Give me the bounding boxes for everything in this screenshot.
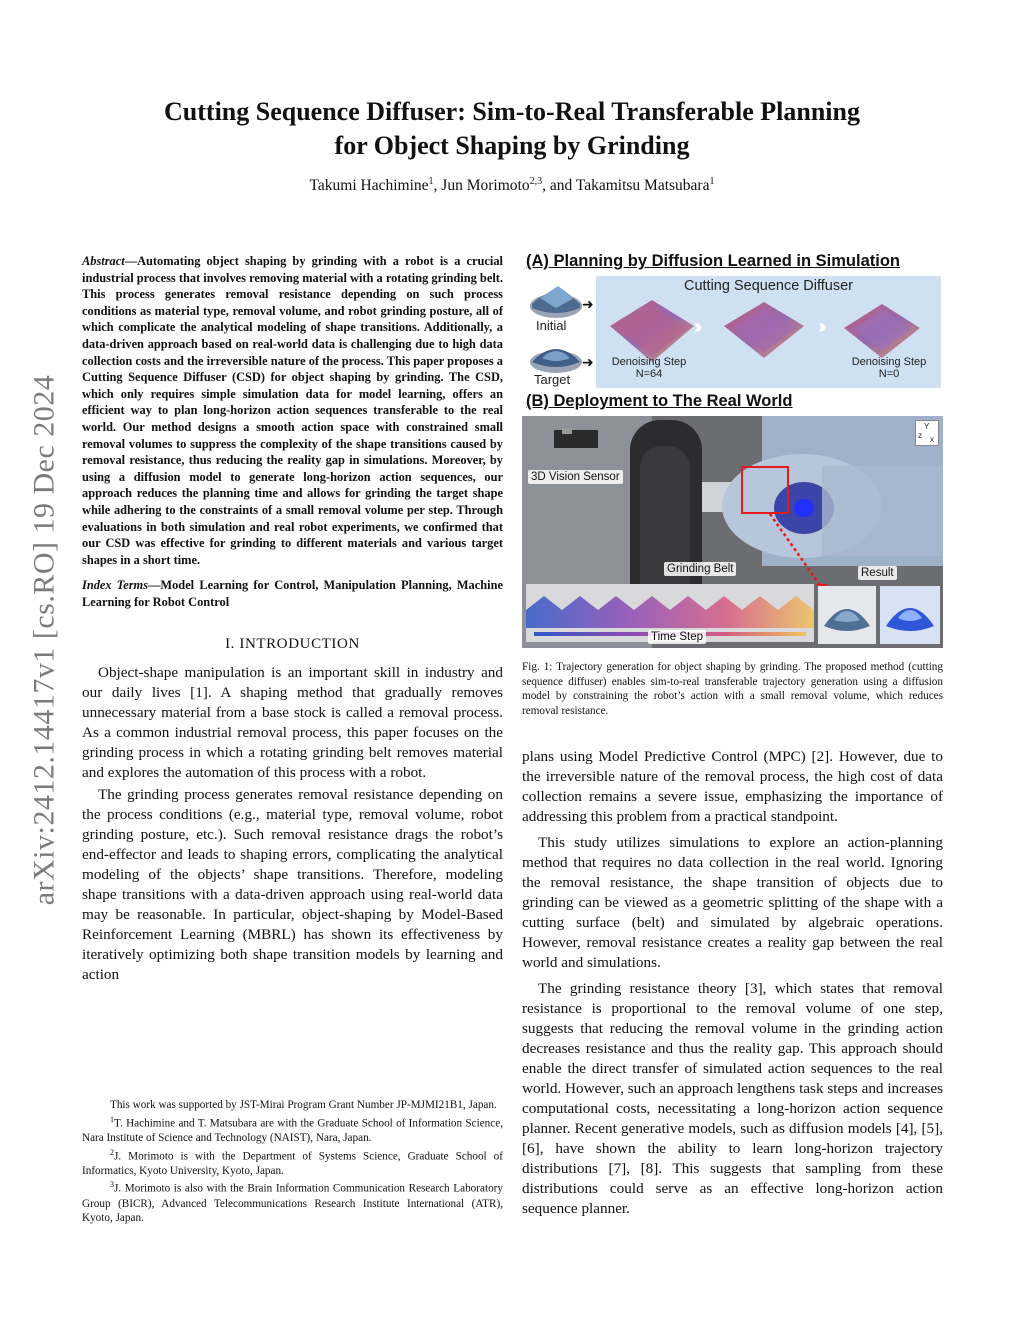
arxiv-identifier-text: arXiv:2412.14417v1 [cs.RO] 19 Dec 2024 — [27, 374, 60, 906]
figure-panel-b-title: (B) Deployment to The Real World — [526, 392, 793, 410]
target-shape-icon — [528, 338, 584, 374]
abstract-lead: Abstract — [82, 254, 125, 268]
footnote-1 — [82, 1113, 503, 1146]
figure-panel-a-title: (A) Planning by Diffusion Learned in Simulation — [526, 252, 901, 270]
right-column — [522, 747, 943, 1219]
left-column — [82, 253, 503, 985]
author-2: Jun Morimoto — [441, 177, 530, 195]
author-list: Takumi Hachimine$^1$, Jun Morimoto$^{2,3}$, and Takamitsu Matsubara$^1$ — [309, 176, 715, 195]
arrow-right-icon: ➜ — [582, 296, 594, 312]
target-label: Target — [534, 372, 571, 387]
initial-shape-icon — [528, 278, 584, 320]
index-terms-text: —Model Learning for Control, Manipulation Planning, Machine Learning for Robot Control — [82, 578, 503, 609]
footnote-funding: This work was supported by JST-Mirai Program Grant Number JP-MJMI21B1, Japan. — [110, 1099, 497, 1111]
figure-1 — [522, 248, 943, 648]
time-step-label: Time Step — [648, 630, 706, 644]
denoising-start-label-line-2: N=64 — [635, 368, 663, 380]
section-heading-introduction: I. INTRODUCTION — [225, 636, 360, 653]
paper-title — [80, 95, 944, 163]
result-shapes — [818, 586, 940, 644]
figure-panel-a — [522, 276, 943, 390]
grinding-belt-label: Grinding Belt — [664, 562, 736, 576]
abstract — [82, 253, 503, 568]
axes-icon — [915, 420, 939, 446]
paper-title-line-2: for Object Shaping by Grinding — [334, 131, 690, 160]
denoising-end-label-line-2: N=0 — [878, 368, 900, 380]
denoising-end-label — [844, 356, 934, 380]
initial-label: Initial — [536, 318, 567, 333]
chevron-right-icon: ›› — [818, 316, 822, 338]
index-terms-lead: Index Terms — [82, 578, 149, 593]
footnote-3 — [82, 1178, 503, 1226]
footnote-2-text: J. Morimoto is with the Department of Systems Science, Graduate School of Informatics, Kyoto University, Kyoto, Japan. — [82, 1150, 503, 1177]
author-3: Takamitsu Matsubara — [575, 177, 710, 195]
csd-title: Cutting Sequence Diffuser — [683, 278, 853, 294]
figure-panel-b — [522, 416, 943, 648]
footnote-1-mark: 1 — [110, 1114, 114, 1124]
intro-paragraph-4: This study utilizes simulations to explore an action-planning method that requires no data collection in the real world. Ignoring the removal resistance, the shape transition of objects due to grinding can be viewed as a geometric splitting of the shape with a cutting surface (belt) and simulated by algebraic operations. However, removal resistance creates a reality gap between the real world and simulations. — [522, 834, 943, 971]
abstract-text: —Automating object shaping by grinding with a robot is a crucial industrial process that involves removing material with a rotating grinding belt. This process generates removal resistance depending on such process conditions as material type, removal volume, and robot grinding posture, all of which complicate the analytical modeling of shape transitions. Additionally, a data-driven approach based on real-world data is challenging due to high data collection costs and the irreversible nature of the process. This paper proposes a Cutting Sequence Diffuser (CSD) for object shaping by grinding. The CSD, which only requires simple simulation data for model learning, offers an efficient way to plan long-horizon action sequences transferable to the real world. Our method designs a smooth action space with constrained small removal volumes to suppress the complexity of the shape transitions caused by removal resistance, thus reducing the reality gap in simulations. Moreover, by using a diffusion model to generate long-horizon action sequences, our approach reduces the planning time and allows for grinding the target shape while adhering to the constraints of a small removal volume per step. Through evaluations in both simulation and real robot experiments, we confirmed that our CSD was effective for grinding to different materials and various target shapes in a short time. — [82, 254, 503, 567]
author-3-affiliation: 1 — [709, 176, 715, 187]
csd-panel — [596, 276, 941, 388]
arxiv-identifier — [20, 330, 68, 950]
axis-y-label: Y — [924, 422, 930, 431]
paper-title-line-1: Cutting Sequence Diffuser: Sim-to-Real Transferable Planning — [164, 97, 860, 126]
intro-paragraph-3: plans using Model Predictive Control (MPC) [2]. However, due to the irreversible nature of the removal process, the high cost of data collection remains a severe issue, emphasizing the importance of addressing this problem from a practical standpoint. — [522, 748, 943, 825]
vision-sensor-label: 3D Vision Sensor — [528, 470, 623, 484]
intro-paragraph-1 — [82, 663, 503, 783]
intro-p2-text: The grinding process generates removal resistance depending on the process conditions (e.g., material type, removal volume, robot grinding posture, etc.). Such removal resistance drags the robot’s end-effector and leads to shaping errors, complicating the analytical modeling of the objects’ shape transitions. Therefore, modeling shape transitions with a data-driven approach using real-world data may be reasonable. In particular, object-shaping by Model-Based Reinforcement Learning (MBRL) has shown its effectiveness by iteratively optimizing both shape transition models by learning and action — [82, 786, 503, 984]
denoising-start-label-line-1: Denoising Step — [611, 356, 687, 368]
axis-x-label: x — [930, 435, 934, 444]
footnote-3-text: J. Morimoto is also with the Brain Information Communication Research Laboratory Group (BICR), Advanced Telecommunications Research Institute International (ATR), Kyoto, Japan. — [82, 1183, 503, 1225]
footnote-3-mark: 3 — [110, 1180, 114, 1190]
footnotes — [82, 1098, 503, 1226]
author-1: Takumi Hachimine — [309, 177, 429, 195]
footnote-2 — [82, 1146, 503, 1179]
denoising-start-label — [604, 356, 694, 380]
intro-paragraph-2 — [82, 785, 503, 985]
axis-z-label: z — [918, 431, 922, 440]
footnote-1-text: T. Hachimine and T. Matsubara are with the Graduate School of Information Science, Nara Institute of Science and Technology (NAIST), Nara, Japan. — [82, 1117, 503, 1144]
result-label: Result — [858, 566, 897, 580]
author-1-affiliation: 1 — [428, 176, 434, 187]
intro-paragraph-5: The grinding resistance theory [3], which states that removal resistance is proportional to the removal volume of one step, suggests that reducing the removal volume in the grinding action decreases resistance and thus the reality gap. This approach should enable the direct transfer of simulated action sequences to the real world. However, such an approach lengthens task steps and increases computational costs, necessitating a long-horizon action sequence planner. Recent generative models, such as diffusion models [4], [5], [6], have shown the ability to learn long-horizon trajectory distributions [7], [8]. This suggests that sampling from these distributions could serve as an effective long-horizon action sequence planner. — [522, 980, 943, 1217]
author-2-affiliation: 2,3 — [529, 176, 543, 187]
chevron-right-icon: ›› — [694, 316, 698, 338]
footnote-2-mark: 2 — [110, 1147, 114, 1157]
intro-p1-text: Object-shape manipulation is an important skill in industry and our daily lives [1]. A shaping method that gradually removes unnecessary material from a base stock is called a removal process. As a common industrial removal process, this paper focuses on the grinding process in which a rotating grinding belt removes material and explores the automation of this process with a robot. — [82, 664, 503, 782]
index-terms — [82, 577, 503, 610]
figure-1-caption: Fig. 1: Trajectory generation for object shaping by grinding. The proposed method (cutting sequence diffuser) enables sim-to-real transferable trajectory generation using a diffusion model by constraining the robot’s action with a small removal volume, which reduces removal resistance. — [522, 661, 943, 717]
denoising-end-label-line-1: Denoising Step — [851, 356, 927, 368]
arrow-right-icon: ➜ — [582, 354, 594, 370]
